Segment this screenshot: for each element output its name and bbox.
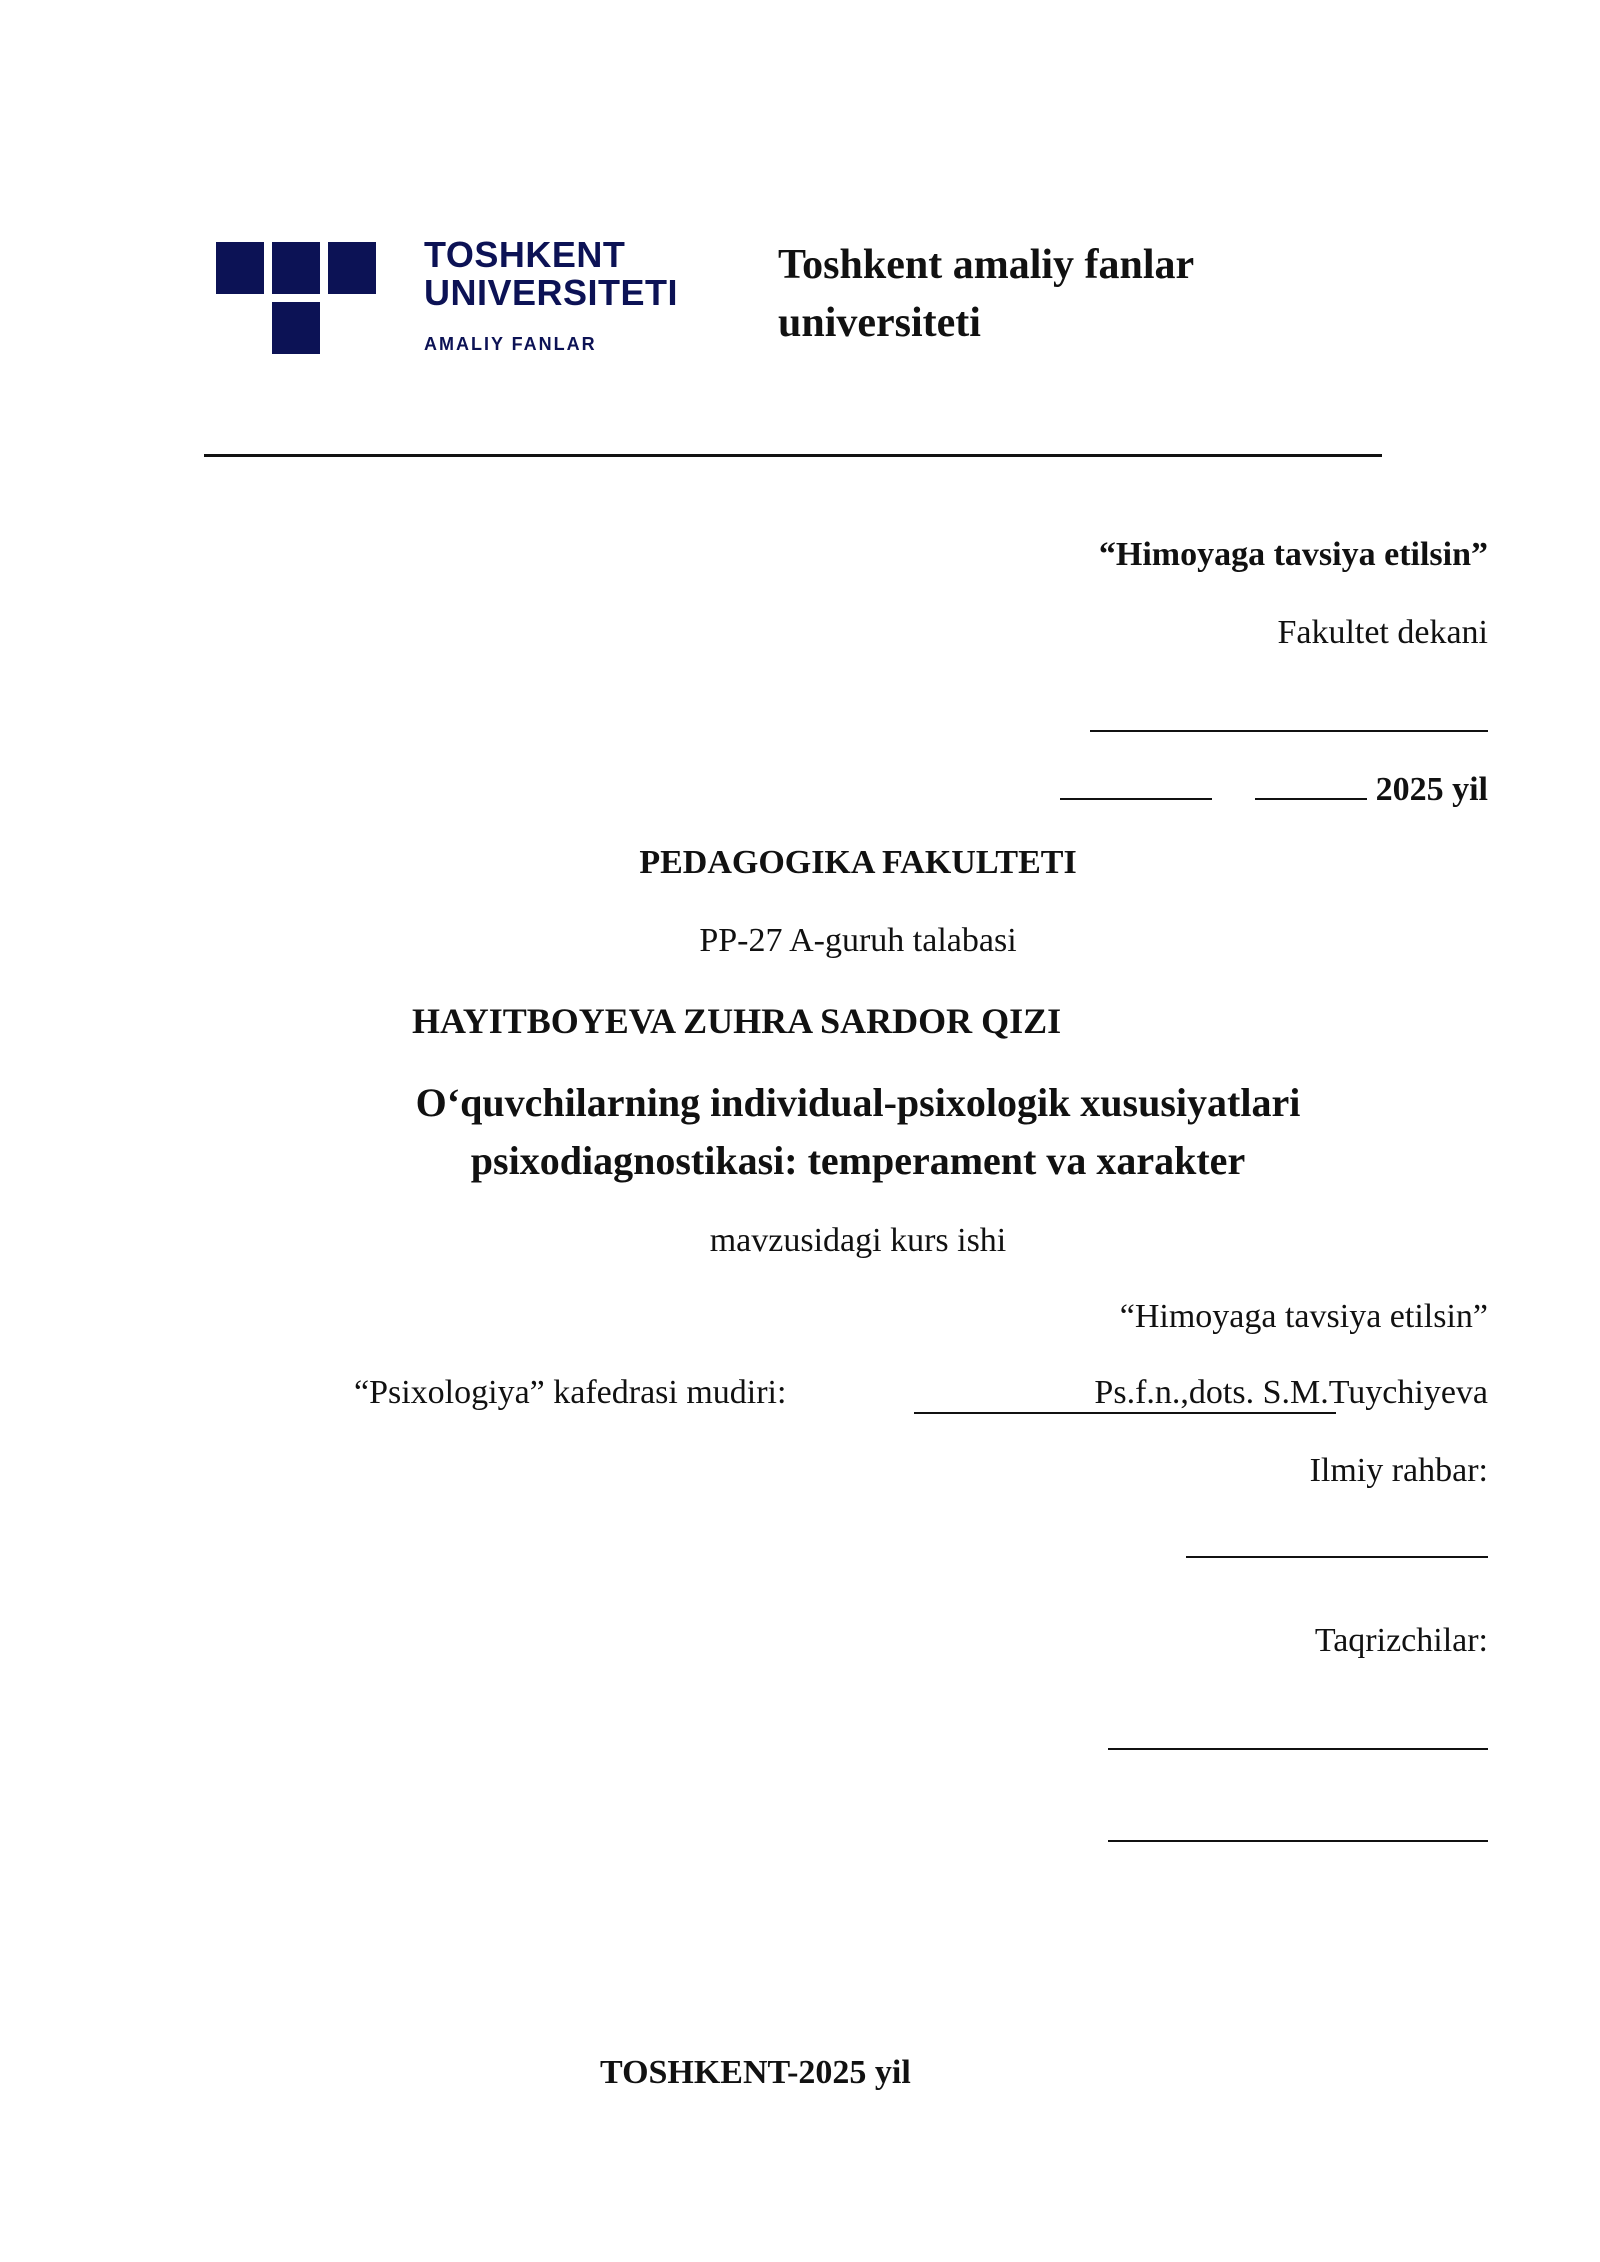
reviewer-signature-line-2	[1108, 1810, 1488, 1847]
work-type: mavzusidagi kurs ishi	[709, 1222, 1007, 1259]
department-head-name: Ps.f.n.,dots. S.M.Tuychiyeva	[1094, 1374, 1488, 1411]
logo-line-1: TOSHKENT	[424, 234, 626, 275]
logo-line-3: AMALIY FANLAR	[424, 334, 597, 354]
dean-approval-heading: “Himoyaga tavsiya etilsin”	[1098, 536, 1488, 573]
topic-line-1: O‘quvchilarning individual-psixologik xususiyatlari	[415, 1080, 1301, 1125]
department-recommend: “Himoyaga tavsiya etilsin”	[1119, 1298, 1488, 1335]
supervisor-signature-line	[1186, 1526, 1488, 1563]
date-blank-month	[1255, 768, 1367, 800]
logo-line-2: UNIVERSITETI	[424, 272, 679, 313]
course-work-topic	[0, 1074, 1600, 1190]
supervisor-label: Ilmiy rahbar:	[1309, 1452, 1488, 1489]
student-name: HAYITBOYEVA ZUHRA SARDOR QIZI	[412, 1001, 1062, 1041]
header-divider	[204, 454, 1382, 457]
date-blank-day	[1060, 768, 1212, 800]
department-head-label: “Psixologiya” kafedrasi mudiri:	[354, 1374, 787, 1411]
student-group: PP-27 A-guruh talabasi	[699, 922, 1017, 959]
dean-signature-line	[1090, 700, 1488, 737]
university-logo-mark	[216, 242, 376, 354]
footer-city-year: TOSHKENT-2025 yil	[600, 2054, 911, 2091]
approval-year: 2025 yil	[1375, 771, 1488, 808]
university-title	[778, 236, 1194, 352]
university-logo-text	[424, 236, 678, 355]
reviewer-signature-line-1	[1108, 1718, 1488, 1755]
topic-line-2: psixodiagnostikasi: temperament va xarakter	[470, 1138, 1246, 1183]
department-head-signature-line	[914, 1412, 1336, 1414]
approval-date-line	[1060, 768, 1488, 809]
dean-role-label: Fakultet dekani	[1277, 614, 1488, 651]
university-title-line-1: Toshkent amaliy fanlar	[778, 242, 1195, 288]
university-title-line-2: universiteti	[778, 300, 981, 346]
reviewers-label: Taqrizchilar:	[1314, 1622, 1488, 1659]
faculty-name: PEDAGOGIKA FAKULTETI	[639, 844, 1077, 881]
